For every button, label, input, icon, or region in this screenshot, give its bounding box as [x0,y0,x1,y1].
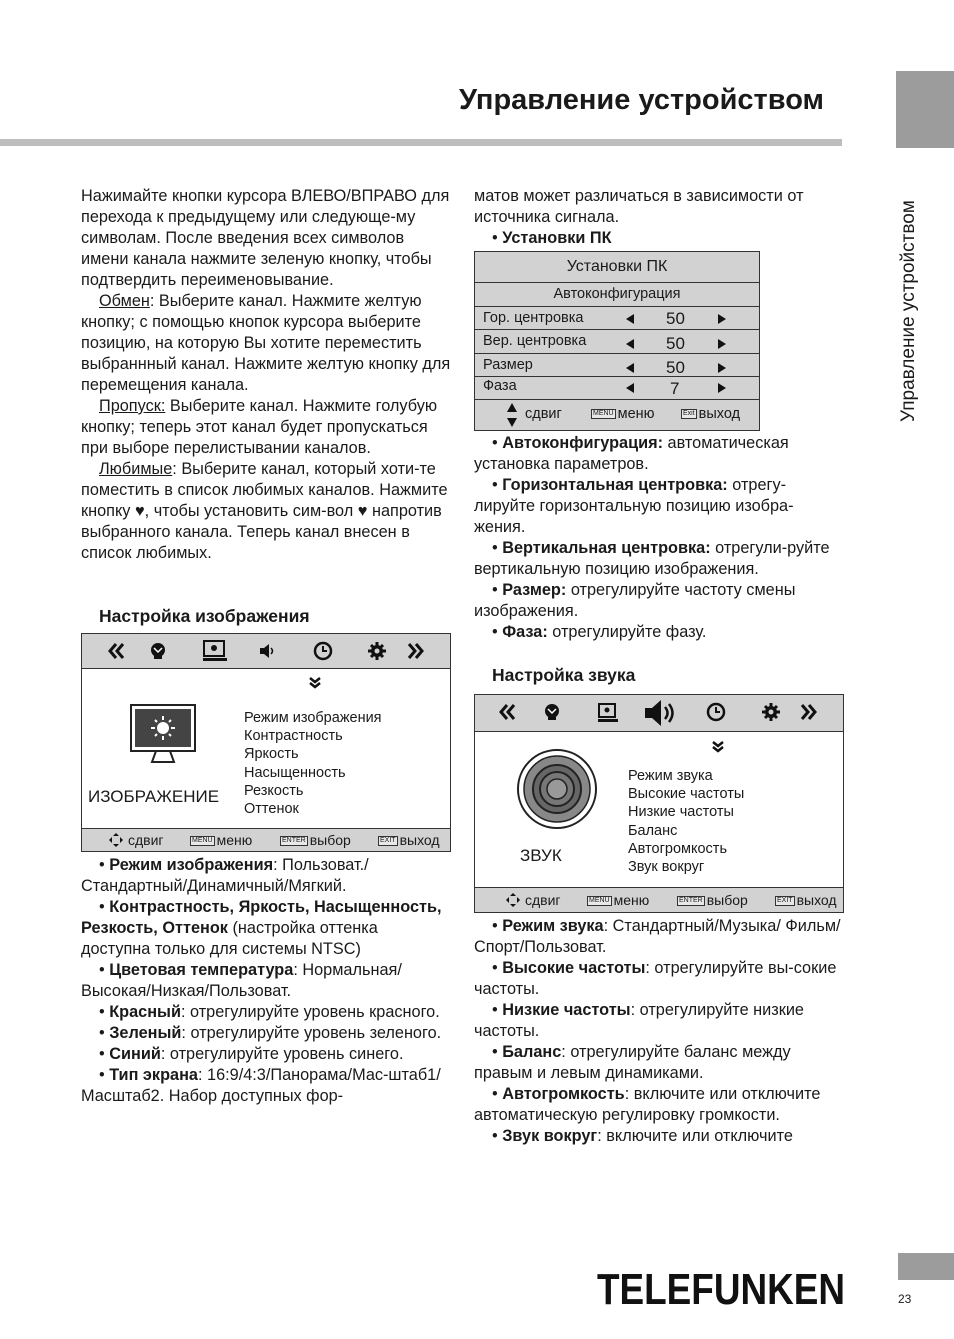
osd-header [82,634,450,669]
table-row: Фаза 7 [475,376,759,400]
footer-move: сдвиг [525,892,561,908]
osd-menu-item: Звук вокруг [628,859,705,876]
paragraph-skip [81,396,451,459]
chevron-down-icon [711,740,725,754]
osd-menu-list [244,709,382,818]
up-down-arrows-icon [505,402,519,428]
arrow-left-icon [626,363,634,373]
enter-key-icon: ENTER [282,837,306,845]
footer-menu: MENU меню [593,406,655,422]
bullet: • Автогромкость: включите или отключите автоматическую регулировку громкости. [474,1085,821,1124]
table-row: Размер 50 [475,353,759,377]
fav-term: Любимые [99,460,173,478]
footer-exit: Exit выход [683,406,741,422]
bullet: • Синий: отрегулируйте уровень синего. [99,1045,404,1063]
monitor-icon [130,704,196,768]
bullet: • Звук вокруг: включите или отключите [492,1127,793,1145]
bullet: • Низкие частоты: отрегулируйте низкие частоты. [474,1001,804,1040]
brand-text: TELEFUNKEN [597,1265,845,1314]
pc-settings-table [474,251,760,431]
skip-term: Пропуск: [99,397,166,415]
osd-category-label: ЗВУК [520,846,562,865]
footer-menu: MENU меню [192,832,253,848]
title-divider [0,139,842,146]
channel-icon [147,640,169,662]
osd-menu-list [628,767,744,876]
osd-menu-item: Режим изображения [244,710,382,726]
sound-icon [643,698,677,728]
bullet: • Контрастность, Яркость, Насыщенность, Резкость, Оттенок (настройка оттенка доступна только для системы NTSC) [81,898,442,958]
osd-menu-item: Контрастность [244,728,343,745]
clock-icon [705,701,727,723]
menu-key-icon: MENU [589,897,610,905]
footer-exit: EXIT выход [777,892,837,908]
bullet: • Фаза: отрегулируйте фазу. [492,623,707,641]
brand-logo [596,1264,846,1314]
page-number-block [898,1253,954,1280]
arrow-right-icon [718,363,726,373]
gear-icon [366,640,388,662]
exit-key-icon: EXIT [777,897,793,905]
osd-menu-item: Низкие частоты [628,804,734,821]
pc-table-auto-row: Автоконфигурация [475,282,759,306]
swap-text: : Выберите канал. Нажмите желтую кнопку; с помощью кнопок курсора выберите позицию, на которую Вы хотите переместить выбраннный канал. Нажмите желтую кнопку для перемещения канала. [81,292,451,394]
osd-menu-item: Режим звука [628,768,713,784]
bullet: • Режим изображения: Пользоват./ Стандартный/Динамичный/Мягкий. [81,856,369,895]
move-arrows-icon [108,832,124,848]
picture-osd [81,633,451,852]
osd-menu-item: Автогромкость [628,840,728,857]
paragraph-swap [81,291,451,396]
move-arrows-icon [505,892,521,908]
menu-key-icon: MENU [192,837,213,845]
osd-menu-item: Яркость [244,746,299,763]
table-row: Гор. центровка 50 [475,306,759,330]
arrow-right-icon [718,339,726,349]
double-chevron-left-icon [106,640,128,662]
picture-icon [597,701,619,723]
osd-menu-item: Насыщенность [244,764,346,781]
bullet: • Горизонтальная центровка: отрегу-лируйте горизонтальную позицию изобра-жения. [474,476,794,536]
paragraph-continuation: матов может различаться в зависимости от источника сигнала. [474,187,804,226]
osd-menu-item: Баланс [628,822,678,839]
page-number: 23 [898,1292,912,1306]
bullet: • Высокие частоты: отрегулируйте вы-сокие частоты. [474,959,837,998]
side-tab [894,160,924,430]
footer-move: сдвиг [128,832,164,848]
paragraph-favorites [81,459,451,564]
double-chevron-right-icon [404,640,426,662]
side-tab-block [896,71,954,148]
gear-icon [760,701,782,723]
osd-menu-item: Резкость [244,782,304,799]
pc-table-title: Установки ПК [566,258,668,275]
speaker-icon [516,748,598,830]
bullet: • Размер: отрегулируйте частоту смены изображения. [474,581,796,620]
footer-exit: EXIT выход [380,832,440,848]
osd-menu-item: Оттенок [244,801,299,818]
swap-term: Обмен [99,292,150,310]
sound-icon [257,640,279,662]
right-column-top [474,186,844,249]
exit-key-icon: EXIT [380,837,396,845]
bullet: • Красный: отрегулируйте уровень красного. [99,1003,440,1021]
skip-text: Выберите канал. Нажмите голубую кнопку; теперь этот канал будет пропускаться при выборе перелистывании каналов. [81,397,438,457]
bullet: • Автоконфигурация: автоматическая установка параметров. [474,434,789,473]
sound-osd [474,694,844,913]
picture-icon [202,638,228,664]
pc-bullets [474,433,844,643]
heart-icon: ♥ [357,502,368,520]
page-title: Управление устройством [459,84,824,116]
osd-category-label: ИЗОБРАЖЕНИЕ [88,787,220,806]
enter-key-icon: ENTER [679,897,703,905]
paragraph-rename: Нажимайте кнопки курсора ВЛЕВО/ВПРАВО для перехода к предыдущему или следующе-му символам. После введения всех символов имени канала нажмите зеленую кнопку, чтобы подтвердить переименовывание. [81,187,450,289]
sound-heading: Настройка звука [492,665,636,685]
left-column [81,186,451,564]
arrow-right-icon [718,383,726,393]
osd-menu-item: Высокие частоты [628,786,745,803]
arrow-left-icon [626,383,634,393]
bullet: • Цветовая температура: Нормальная/ Высокая/Низкая/Пользоват. [81,961,402,1000]
fav-text-1: : Выберите канал, который хоти-те поместить в список любимых каналов. Нажмите кнопку [81,460,448,520]
side-tab-label: Управление устройством [898,200,919,422]
arrow-left-icon [626,339,634,349]
fav-text-3: напротив выбранного канала. Теперь канал внесен в список любимых. [81,502,442,562]
clock-icon [312,640,334,662]
heart-icon: ♥ [134,502,145,520]
picture-bullets [81,855,451,1107]
bullet: • Режим звука: Стандартный/Музыка/ Фильм/Спорт/Пользоват. [474,917,841,956]
sound-bullets [474,916,844,1147]
osd-footer [82,828,450,851]
double-chevron-left-icon [497,701,519,723]
fav-text-2: , чтобы установить сим-вол [144,502,358,520]
osd-footer [475,887,843,912]
bullet: • Зеленый: отрегулируйте уровень зеленого. [99,1024,442,1042]
footer-select: ENTER выбор [679,892,748,908]
picture-heading: Настройка изображения [99,606,310,626]
footer-menu: MENU меню [589,892,650,908]
pc-table-footer: сдвиг MENU меню Exit выход [475,399,759,430]
osd-header [475,695,843,732]
exit-key-icon: Exit [683,410,695,418]
bullet: • Тип экрана: 16:9/4:3/Панорама/Мас-штаб1/Масштаб2. Набор доступных фор- [81,1066,441,1105]
menu-key-icon: MENU [593,410,614,418]
table-row: Вер. центровка 50 [475,329,759,353]
arrow-left-icon [626,314,634,324]
bullet: • Баланс: отрегулируйте баланс между правым и левым динамиками. [474,1043,791,1082]
channel-icon [541,701,563,723]
arrow-right-icon [718,314,726,324]
chevron-down-icon [308,676,322,690]
bullet: • Вертикальная центровка: отрегули-руйте вертикальную позицию изображения. [474,539,830,578]
double-chevron-right-icon [797,701,819,723]
bullet-pc: • Установки ПК [492,229,612,247]
footer-select: ENTER выбор [282,832,351,848]
